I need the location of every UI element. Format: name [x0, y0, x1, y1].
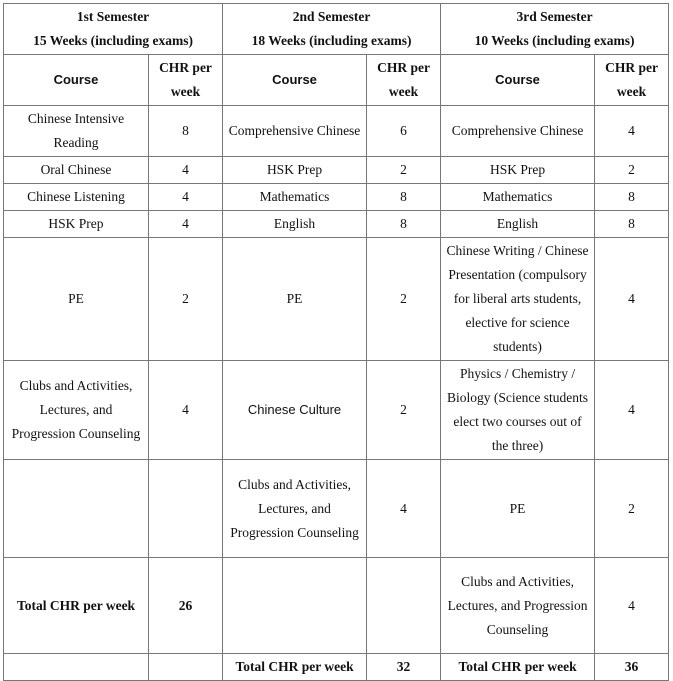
semester-1-title: 1st Semester	[76, 9, 150, 24]
total-chr-label: Total CHR per week	[441, 654, 595, 681]
chr-cell	[367, 558, 441, 654]
course-cell	[4, 460, 149, 558]
total-chr-label: Total CHR per week	[4, 558, 149, 654]
chr-cell: 2	[149, 238, 223, 361]
chr-cell: 4	[595, 238, 669, 361]
chr-cell: 8	[367, 184, 441, 211]
course-cell: English	[441, 211, 595, 238]
chr-column-header: CHR per week	[595, 55, 669, 106]
semester-3-header	[441, 4, 669, 55]
course-cell: English	[223, 211, 367, 238]
chr-cell: 4	[595, 361, 669, 460]
semester-2-title: 2nd Semester	[292, 9, 371, 24]
course-cell: Clubs and Activities, Lectures, and Progression Counseling	[223, 460, 367, 558]
chr-column-header: CHR per week	[149, 55, 223, 106]
chr-cell: 4	[149, 157, 223, 184]
total-chr-value: 32	[367, 654, 441, 681]
course-cell: PE	[223, 238, 367, 361]
chr-cell: 4	[149, 184, 223, 211]
semester-2-header	[223, 4, 441, 55]
course-cell: Comprehensive Chinese	[223, 106, 367, 157]
course-cell: PE	[441, 460, 595, 558]
course-cell: Mathematics	[223, 184, 367, 211]
course-cell: Clubs and Activities, Lectures, and Progression Counseling	[441, 558, 595, 654]
course-column-header: Course	[4, 55, 149, 106]
semester-1-weeks: 15 Weeks (including exams)	[33, 33, 193, 48]
course-cell: Chinese Intensive Reading	[4, 106, 149, 157]
curriculum-table	[3, 3, 669, 681]
course-column-header: Course	[223, 55, 367, 106]
semester-header-row	[4, 4, 669, 55]
chr-cell: 2	[367, 361, 441, 460]
table-row	[4, 238, 669, 361]
course-cell	[223, 558, 367, 654]
course-cell: Physics / Chemistry / Biology (Science students elect two courses out of the three)	[441, 361, 595, 460]
table-row	[4, 558, 669, 654]
course-cell: Mathematics	[441, 184, 595, 211]
course-cell: Oral Chinese	[4, 157, 149, 184]
chr-cell: 2	[367, 238, 441, 361]
chr-cell: 2	[595, 157, 669, 184]
course-cell: HSK Prep	[4, 211, 149, 238]
table-row	[4, 361, 669, 460]
chr-column-header: CHR per week	[367, 55, 441, 106]
chr-cell: 4	[595, 106, 669, 157]
semester-3-title: 3rd Semester	[516, 9, 593, 24]
chr-cell: 8	[367, 211, 441, 238]
semester-1-header	[4, 4, 223, 55]
course-cell: HSK Prep	[441, 157, 595, 184]
course-cell: HSK Prep	[223, 157, 367, 184]
semester-3-weeks: 10 Weeks (including exams)	[474, 33, 635, 48]
total-chr-value: 36	[595, 654, 669, 681]
table-row	[4, 157, 669, 184]
course-cell: Chinese Listening	[4, 184, 149, 211]
course-column-header: Course	[441, 55, 595, 106]
chr-cell: 8	[149, 106, 223, 157]
chr-cell: 8	[595, 184, 669, 211]
course-cell: Chinese Writing / Chinese Presentation (compulsory for liberal arts students, elective for science students)	[441, 238, 595, 361]
course-cell: Chinese Culture	[223, 361, 367, 460]
chr-cell: 4	[595, 558, 669, 654]
table-row	[4, 460, 669, 558]
total-chr-label: Total CHR per week	[223, 654, 367, 681]
chr-cell: 4	[367, 460, 441, 558]
chr-cell	[149, 460, 223, 558]
chr-cell: 4	[149, 211, 223, 238]
table-row	[4, 106, 669, 157]
chr-cell: 8	[595, 211, 669, 238]
course-cell: PE	[4, 238, 149, 361]
chr-cell: 2	[595, 460, 669, 558]
chr-cell: 2	[367, 157, 441, 184]
total-chr-value: 26	[149, 558, 223, 654]
course-cell	[4, 654, 149, 681]
chr-cell: 4	[149, 361, 223, 460]
semester-2-weeks: 18 Weeks (including exams)	[251, 33, 412, 48]
course-cell: Clubs and Activities, Lectures, and Progression Counseling	[4, 361, 149, 460]
chr-cell: 6	[367, 106, 441, 157]
chr-cell	[149, 654, 223, 681]
column-header-row	[4, 55, 669, 106]
table-row	[4, 184, 669, 211]
course-cell: Comprehensive Chinese	[441, 106, 595, 157]
table-row	[4, 654, 669, 681]
table-row	[4, 211, 669, 238]
